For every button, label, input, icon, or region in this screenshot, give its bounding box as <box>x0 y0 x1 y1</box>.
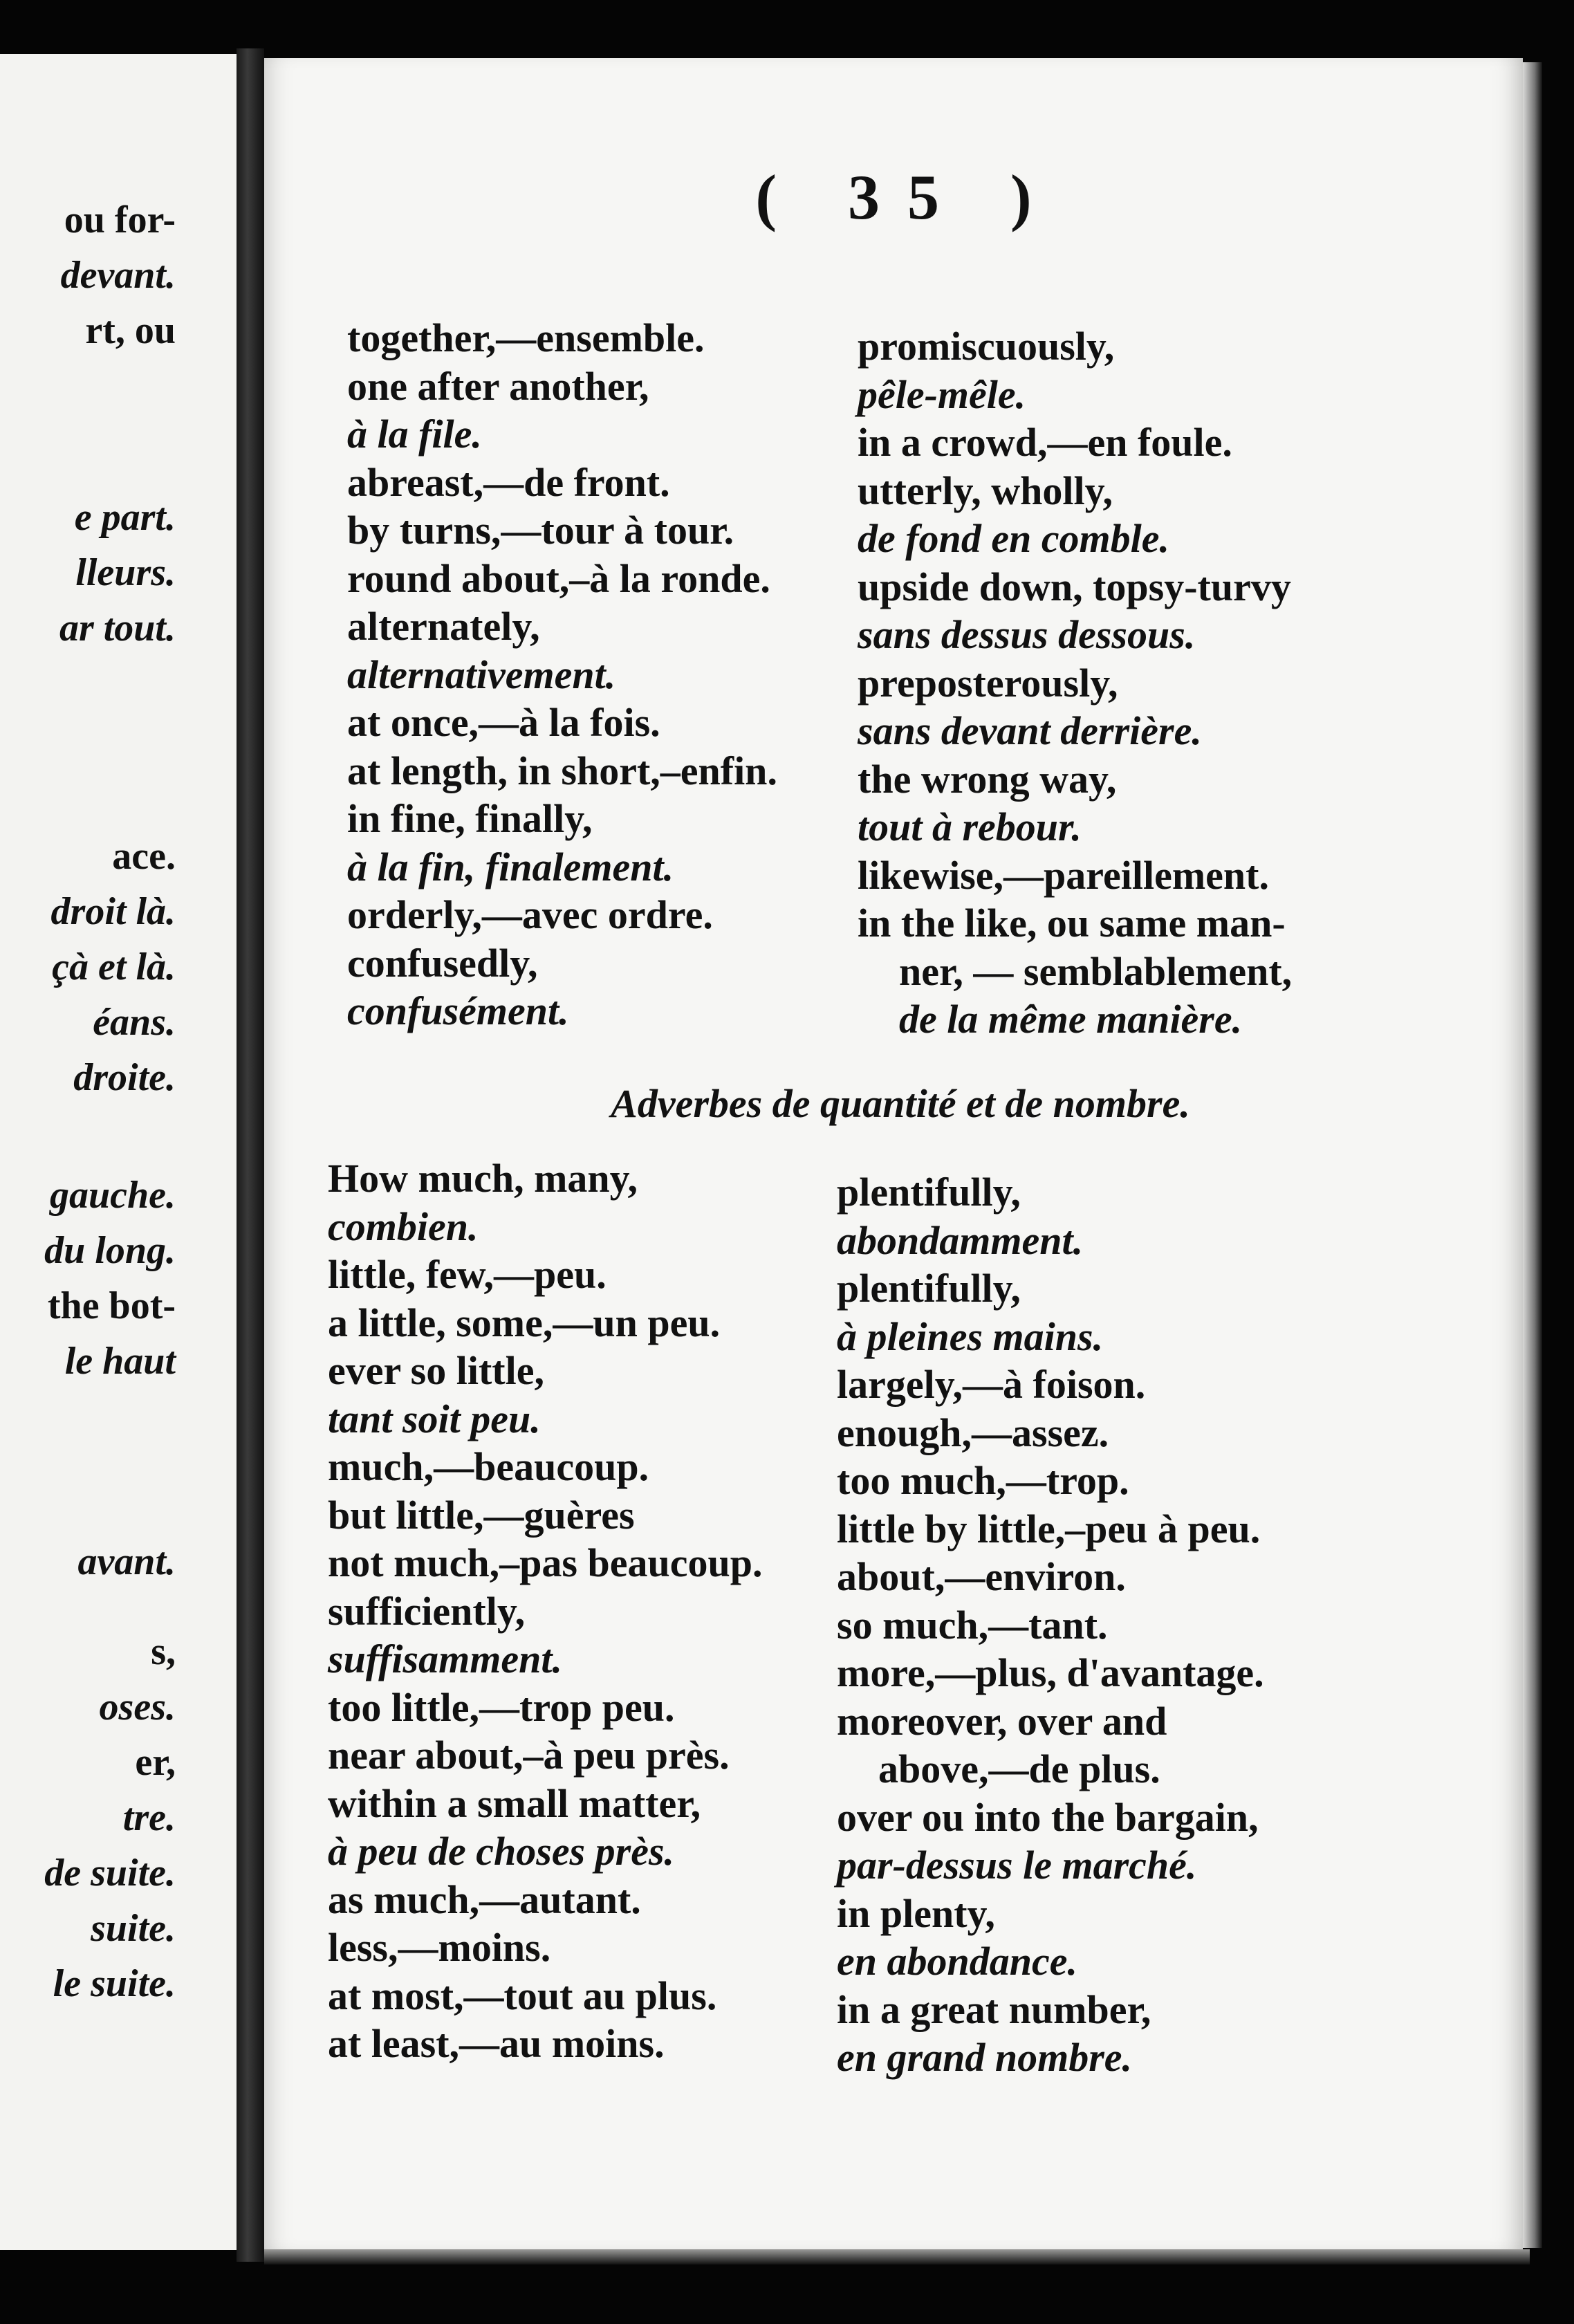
left-page-fragment: le haut <box>64 1340 176 1383</box>
text-line: utterly, wholly, <box>858 468 1113 513</box>
text-line: within a small matter, <box>328 1780 701 1826</box>
text-line: at most,—tout au plus. <box>328 1973 717 2018</box>
text-line: combien. <box>328 1204 479 1249</box>
text-line: ner, — semblablement, <box>899 948 1293 994</box>
text-line: en grand nombre. <box>837 2035 1133 2080</box>
text-line: much,—beaucoup. <box>328 1444 649 1489</box>
left-page-fragment: du long. <box>44 1229 176 1272</box>
text-line: abondamment. <box>837 1217 1084 1263</box>
left-page-fragment: éans. <box>93 1001 176 1044</box>
text-line: near about,–à peu près. <box>328 1733 730 1778</box>
left-page-fragment: le suite. <box>53 1962 176 2005</box>
page-edge <box>1523 62 1542 2248</box>
text-line: tant soit peu. <box>328 1396 541 1441</box>
left-page-fragment: s, <box>151 1630 176 1673</box>
text-line: the wrong way, <box>858 756 1117 802</box>
text-line: in a crowd,—en foule. <box>858 420 1232 465</box>
text-line: sans devant derrière. <box>858 708 1202 753</box>
text-line: orderly,—avec ordre. <box>347 892 713 937</box>
left-page-fragment: ou for- <box>64 199 176 241</box>
text-line: à pleines mains. <box>837 1313 1104 1359</box>
text-line: in plenty, <box>837 1890 995 1936</box>
text-line: upside down, topsy-turvy <box>858 564 1291 609</box>
text-line: promiscuously, <box>858 324 1115 369</box>
text-line: not much,–pas beaucoup. <box>328 1540 763 1585</box>
text-line: together,—ensemble. <box>347 315 705 360</box>
text-line: suffisamment. <box>328 1636 562 1681</box>
text-line: above,—de plus. <box>878 1746 1160 1791</box>
left-page-fragment: er, <box>135 1741 176 1784</box>
text-line: but little,—guères <box>328 1492 635 1538</box>
left-page-fragment: çà et là. <box>52 946 176 988</box>
left-page-fragment: droite. <box>73 1056 176 1099</box>
page-number: ( 35 ) <box>755 162 1059 232</box>
left-page-fragment: avant. <box>77 1540 176 1583</box>
text-line: at length, in short,–enfin. <box>347 748 777 793</box>
text-line: in a great number, <box>837 1986 1151 2032</box>
book-page <box>264 58 1523 2249</box>
text-line: little, few,—peu. <box>328 1252 607 1297</box>
text-line: plentifully, <box>837 1266 1021 1311</box>
text-line: alternativement. <box>347 652 616 697</box>
text-line: moreover, over and <box>837 1698 1167 1744</box>
left-page-fragment: ace. <box>112 835 176 878</box>
left-page-fragment: gauche. <box>50 1174 176 1217</box>
text-line: à la fin, finalement. <box>347 844 674 889</box>
section1-column-right <box>858 322 1292 1044</box>
text-line: de la même manière. <box>899 997 1243 1042</box>
text-line: à la file. <box>347 412 482 456</box>
text-line: about,—environ. <box>837 1554 1126 1599</box>
text-line: too much,—trop. <box>837 1458 1129 1503</box>
text-line: sufficiently, <box>328 1588 526 1634</box>
text-line: preposterously, <box>858 660 1118 706</box>
left-page-fragment: lleurs. <box>75 551 176 594</box>
text-line: à peu de choses près. <box>328 1829 675 1874</box>
left-page-fragment: droit là. <box>50 890 176 933</box>
section2-column-right <box>837 1168 1264 2082</box>
text-line: confusément. <box>347 988 569 1033</box>
text-line: en abondance. <box>837 1939 1077 1984</box>
text-line: round about,–à la ronde. <box>347 555 770 601</box>
left-page-fragment: de suite. <box>44 1852 176 1894</box>
text-line: at once,—à la fois. <box>347 700 660 745</box>
left-page-fragment: ar tout. <box>59 607 176 649</box>
text-line: a little, some,—un peu. <box>328 1300 721 1345</box>
text-line: par-dessus le marché. <box>837 1843 1197 1888</box>
left-page-fragment: suite. <box>91 1907 176 1950</box>
text-line: at least,—au moins. <box>328 2021 665 2066</box>
left-page-fragment: devant. <box>60 254 176 297</box>
left-page-fragment: oses. <box>99 1686 176 1728</box>
text-line: confusedly, <box>347 940 538 986</box>
text-line: more,—plus, d'avantage. <box>837 1650 1264 1695</box>
text-line: too little,—trop peu. <box>328 1684 675 1730</box>
text-line: largely,—à foison. <box>837 1362 1146 1407</box>
section-heading: Adverbes de quantité et de nombre. <box>611 1081 1190 1126</box>
text-line: pêle-mêle. <box>858 371 1026 417</box>
text-line: by turns,—tour à tour. <box>347 508 734 553</box>
text-line: less,—moins. <box>328 1925 551 1970</box>
text-line: sans dessus dessous. <box>858 612 1196 657</box>
text-line: so much,—tant. <box>837 1602 1108 1648</box>
text-line: alternately, <box>347 604 540 649</box>
left-page-fragment: e part. <box>74 496 176 539</box>
text-line: ever so little, <box>328 1348 544 1393</box>
text-line: in the like, ou same man- <box>858 901 1286 946</box>
text-line: How much, many, <box>328 1156 638 1201</box>
section2-column-left <box>328 1154 762 2068</box>
text-line: likewise,—pareillement. <box>858 852 1269 898</box>
text-line: plentifully, <box>837 1170 1021 1215</box>
text-line: as much,—autant. <box>328 1876 641 1922</box>
section1-column-left <box>347 314 777 1035</box>
left-page-fragment: tre. <box>122 1796 176 1839</box>
text-line: one after another, <box>347 363 649 409</box>
text-line: over ou into the bargain, <box>837 1794 1259 1840</box>
text-line: de fond en comble. <box>858 516 1170 561</box>
text-line: tout à rebour. <box>858 804 1082 849</box>
page-bottom-edge <box>264 2249 1530 2265</box>
left-page-fragment: rt, ou <box>85 309 176 352</box>
book-spine <box>237 48 264 2262</box>
left-page-fragment: the bot- <box>47 1284 176 1327</box>
left-facing-page <box>0 54 241 2250</box>
text-line: little by little,–peu à peu. <box>837 1506 1261 1551</box>
text-line: enough,—assez. <box>837 1410 1109 1455</box>
text-line: abreast,—de front. <box>347 459 670 505</box>
text-line: in fine, finally, <box>347 796 593 841</box>
